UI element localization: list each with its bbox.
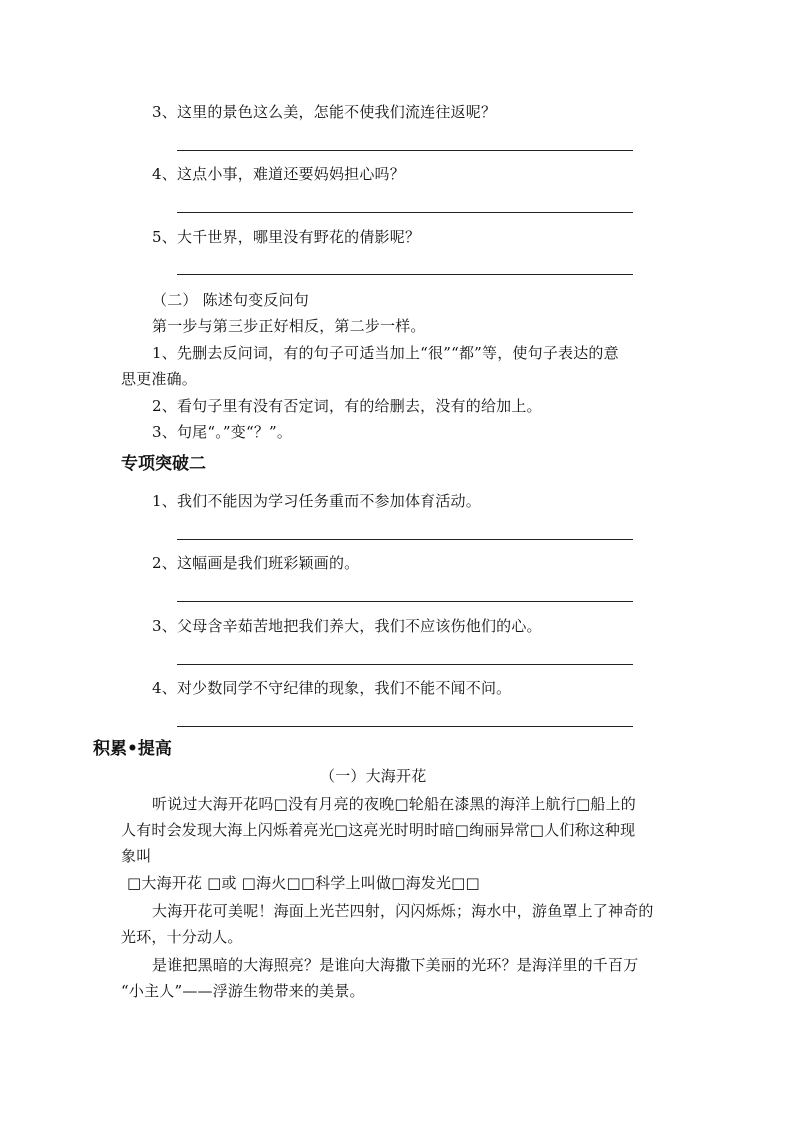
method-heading: （二） 陈述句变反问句 bbox=[152, 291, 309, 309]
section-title-breakthrough: 专项突破二 bbox=[121, 454, 206, 474]
section-title-accumulate: 积累•提高 bbox=[93, 739, 172, 759]
passage-p3-line2: “小主人”——浮游生物带来的美景。 bbox=[121, 982, 365, 1000]
passage-p1-line2: 人有时会发现大海上闪烁着亮光□这亮光时明时暗□绚丽异常□人们称这种现 bbox=[121, 821, 636, 839]
passage-p1-line4: □大海开花 □或 □海火□□科学上叫做□海发光□□ bbox=[127, 874, 480, 892]
answer-line[interactable] bbox=[177, 539, 633, 540]
passage-p2-line1: 大海开花可美呢！海面上光芒四射，闪闪烁烁；海水中，游鱼罩上了神奇的 bbox=[152, 902, 654, 920]
method-step-1-cont: 思更准确。 bbox=[121, 370, 198, 388]
exercise-item-3: 3、父母含辛茹苦地把我们养大，我们不应该伤他们的心。 bbox=[152, 617, 542, 635]
method-intro: 第一步与第三步正好相反，第二步一样。 bbox=[152, 317, 426, 335]
method-step-3: 3、句尾“。”变“？”。 bbox=[152, 423, 293, 441]
method-step-1: 1、先删去反问词，有的句子可适当加上“很”“都”等，使句子表达的意 bbox=[152, 344, 619, 362]
answer-line[interactable] bbox=[177, 212, 633, 213]
passage-p3-line1: 是谁把黑暗的大海照亮？是谁向大海撒下美丽的光环？是海洋里的千百万 bbox=[152, 956, 639, 974]
answer-line[interactable] bbox=[177, 150, 633, 151]
answer-line[interactable] bbox=[177, 664, 633, 665]
question-item-5: 5、大千世界，哪里没有野花的倩影呢？ bbox=[152, 228, 421, 246]
passage-p1-line3: 象叫 bbox=[121, 847, 152, 865]
question-item-4: 4、这点小事，难道还要妈妈担心吗？ bbox=[152, 165, 405, 183]
answer-line[interactable] bbox=[177, 274, 633, 275]
exercise-item-1: 1、我们不能因为学习任务重而不参加体育活动。 bbox=[152, 492, 481, 510]
answer-line[interactable] bbox=[177, 726, 633, 727]
answer-line[interactable] bbox=[177, 601, 633, 602]
question-item-3: 3、这里的景色这么美，怎能不使我们流连往返呢？ bbox=[152, 103, 497, 121]
passage-title: （一）大海开花 bbox=[320, 767, 427, 785]
method-step-2: 2、看句子里有没有否定词，有的给删去，没有的给加上。 bbox=[152, 397, 542, 415]
passage-p2-line2: 光环，十分动人。 bbox=[121, 928, 243, 946]
exercise-item-2: 2、这幅画是我们班彩颖画的。 bbox=[152, 554, 360, 572]
passage-p1-line1: 听说过大海开花吗□没有月亮的夜晚□轮船在漆黑的海洋上航行□船上的 bbox=[152, 795, 636, 813]
exercise-item-4: 4、对少数同学不守纪律的现象，我们不能不闻不问。 bbox=[152, 679, 512, 697]
